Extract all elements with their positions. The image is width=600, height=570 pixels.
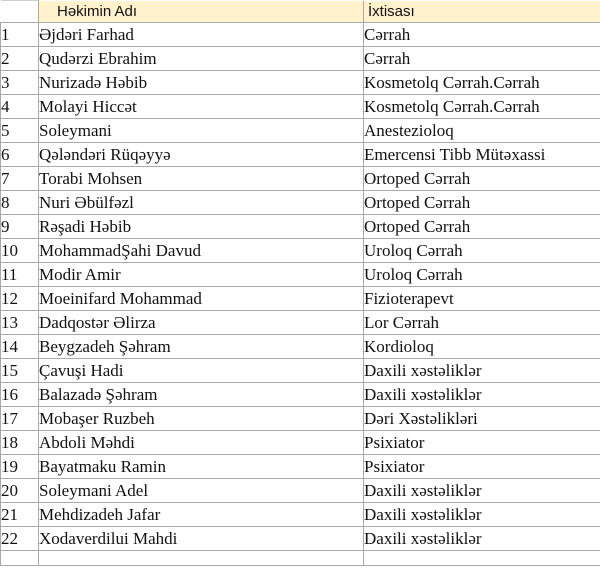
table-row	[1, 215, 600, 239]
row-number-cell[interactable]: 19	[1, 455, 39, 479]
specialty-cell[interactable]: Daxili xəstəliklər	[364, 383, 600, 407]
doctor-name-cell[interactable]: Moeinifard Mohammad	[39, 287, 364, 311]
doctor-name-cell[interactable]: Molayi Hiccət	[39, 95, 364, 119]
specialty-cell[interactable]: Ortoped Cərrah	[364, 167, 600, 191]
doctor-name-cell[interactable]: Modir Amir	[39, 263, 364, 287]
table-row	[1, 335, 600, 359]
table-row	[1, 359, 600, 383]
doctor-name-cell[interactable]: Mobaşer Ruzbeh	[39, 407, 364, 431]
specialty-cell[interactable]: Daxili xəstəliklər	[364, 479, 600, 503]
row-number-cell[interactable]: 3	[1, 71, 39, 95]
empty-name-cell[interactable]	[39, 551, 364, 566]
table-row	[1, 191, 600, 215]
specialty-cell[interactable]: Daxili xəstəliklər	[364, 527, 600, 551]
row-number-cell[interactable]: 17	[1, 407, 39, 431]
specialty-cell[interactable]: Emercensi Tibb Mütəxassi	[364, 143, 600, 167]
specialty-cell[interactable]: Daxili xəstəliklər	[364, 503, 600, 527]
doctor-name-cell[interactable]: Nuri Əbülfəzl	[39, 191, 364, 215]
table-row	[1, 263, 600, 287]
specialty-cell[interactable]: Cərrah	[364, 23, 600, 47]
row-number-cell[interactable]: 5	[1, 119, 39, 143]
specialty-cell[interactable]: Cərrah	[364, 47, 600, 71]
row-number-cell[interactable]: 6	[1, 143, 39, 167]
doctor-name-cell[interactable]: Soleymani Adel	[39, 479, 364, 503]
doctor-name-cell[interactable]: Torabi Mohsen	[39, 167, 364, 191]
doctor-name-cell[interactable]: Mehdizadeh Jafar	[39, 503, 364, 527]
table-row	[1, 23, 600, 47]
table-row	[1, 479, 600, 503]
specialty-cell[interactable]: Daxili xəstəliklər	[364, 359, 600, 383]
table-row	[1, 119, 600, 143]
header-row	[1, 1, 600, 23]
specialty-cell[interactable]: Ortoped Cərrah	[364, 191, 600, 215]
row-number-cell[interactable]: 1	[1, 23, 39, 47]
row-number-cell[interactable]: 13	[1, 311, 39, 335]
doctor-name-cell[interactable]: Bayatmaku Ramin	[39, 455, 364, 479]
table-row	[1, 455, 600, 479]
row-number-cell[interactable]: 7	[1, 167, 39, 191]
header-number-cell[interactable]	[1, 1, 39, 23]
empty-row	[1, 551, 600, 566]
table-row	[1, 167, 600, 191]
specialty-cell[interactable]: Kosmetolq Cərrah.Cərrah	[364, 95, 600, 119]
specialty-cell[interactable]: Kordioloq	[364, 335, 600, 359]
header-specialty-cell[interactable]: İxtisası	[364, 1, 600, 23]
table-row	[1, 47, 600, 71]
row-number-cell[interactable]: 12	[1, 287, 39, 311]
table-row	[1, 527, 600, 551]
row-number-cell[interactable]: 15	[1, 359, 39, 383]
doctor-name-cell[interactable]: MohammadŞahi Davud	[39, 239, 364, 263]
doctor-name-cell[interactable]: Xodaverdilui Mahdi	[39, 527, 364, 551]
empty-number-cell[interactable]	[1, 551, 39, 566]
doctor-name-cell[interactable]: Əjdəri Farhad	[39, 23, 364, 47]
table-row	[1, 287, 600, 311]
table-row	[1, 503, 600, 527]
doctor-name-cell[interactable]: Abdoli Məhdi	[39, 431, 364, 455]
row-number-cell[interactable]: 10	[1, 239, 39, 263]
doctor-name-cell[interactable]: Qələndəri Rüqəyyə	[39, 143, 364, 167]
row-number-cell[interactable]: 2	[1, 47, 39, 71]
specialty-cell[interactable]: Uroloq Cərrah	[364, 239, 600, 263]
doctor-name-cell[interactable]: Çavuşi Hadi	[39, 359, 364, 383]
table-row	[1, 143, 600, 167]
doctor-name-cell[interactable]: Dadqostər Əlirza	[39, 311, 364, 335]
row-number-cell[interactable]: 14	[1, 335, 39, 359]
row-number-cell[interactable]: 20	[1, 479, 39, 503]
specialty-cell[interactable]: Ortoped Cərrah	[364, 215, 600, 239]
doctor-name-cell[interactable]: Beygzadeh Şəhram	[39, 335, 364, 359]
doctor-name-cell[interactable]: Nurizadə Həbib	[39, 71, 364, 95]
specialty-cell[interactable]: Lor Cərrah	[364, 311, 600, 335]
table-row	[1, 239, 600, 263]
row-number-cell[interactable]: 4	[1, 95, 39, 119]
row-number-cell[interactable]: 18	[1, 431, 39, 455]
row-number-cell[interactable]: 16	[1, 383, 39, 407]
row-number-cell[interactable]: 8	[1, 191, 39, 215]
row-number-cell[interactable]: 9	[1, 215, 39, 239]
specialty-cell[interactable]: Psixiator	[364, 455, 600, 479]
row-number-cell[interactable]: 11	[1, 263, 39, 287]
empty-specialty-cell[interactable]	[364, 551, 600, 566]
doctor-name-cell[interactable]: Balazadə Şəhram	[39, 383, 364, 407]
specialty-cell[interactable]: Fizioterapevt	[364, 287, 600, 311]
specialty-cell[interactable]: Kosmetolq Cərrah.Cərrah	[364, 71, 600, 95]
specialty-cell[interactable]: Psixiator	[364, 431, 600, 455]
row-number-cell[interactable]: 21	[1, 503, 39, 527]
table-row	[1, 71, 600, 95]
doctor-name-cell[interactable]: Rəşadi Həbib	[39, 215, 364, 239]
specialty-cell[interactable]: Uroloq Cərrah	[364, 263, 600, 287]
table-row	[1, 407, 600, 431]
row-number-cell[interactable]: 22	[1, 527, 39, 551]
doctor-name-cell[interactable]: Qudərzi Ebrahim	[39, 47, 364, 71]
specialty-cell[interactable]: Anestezioloq	[364, 119, 600, 143]
table-row	[1, 95, 600, 119]
specialty-cell[interactable]: Dəri Xəstəlikləri	[364, 407, 600, 431]
table-row	[1, 383, 600, 407]
header-name-cell[interactable]: Həkimin Adı	[39, 1, 364, 23]
table-row	[1, 431, 600, 455]
table-row	[1, 311, 600, 335]
doctor-name-cell[interactable]: Soleymani	[39, 119, 364, 143]
